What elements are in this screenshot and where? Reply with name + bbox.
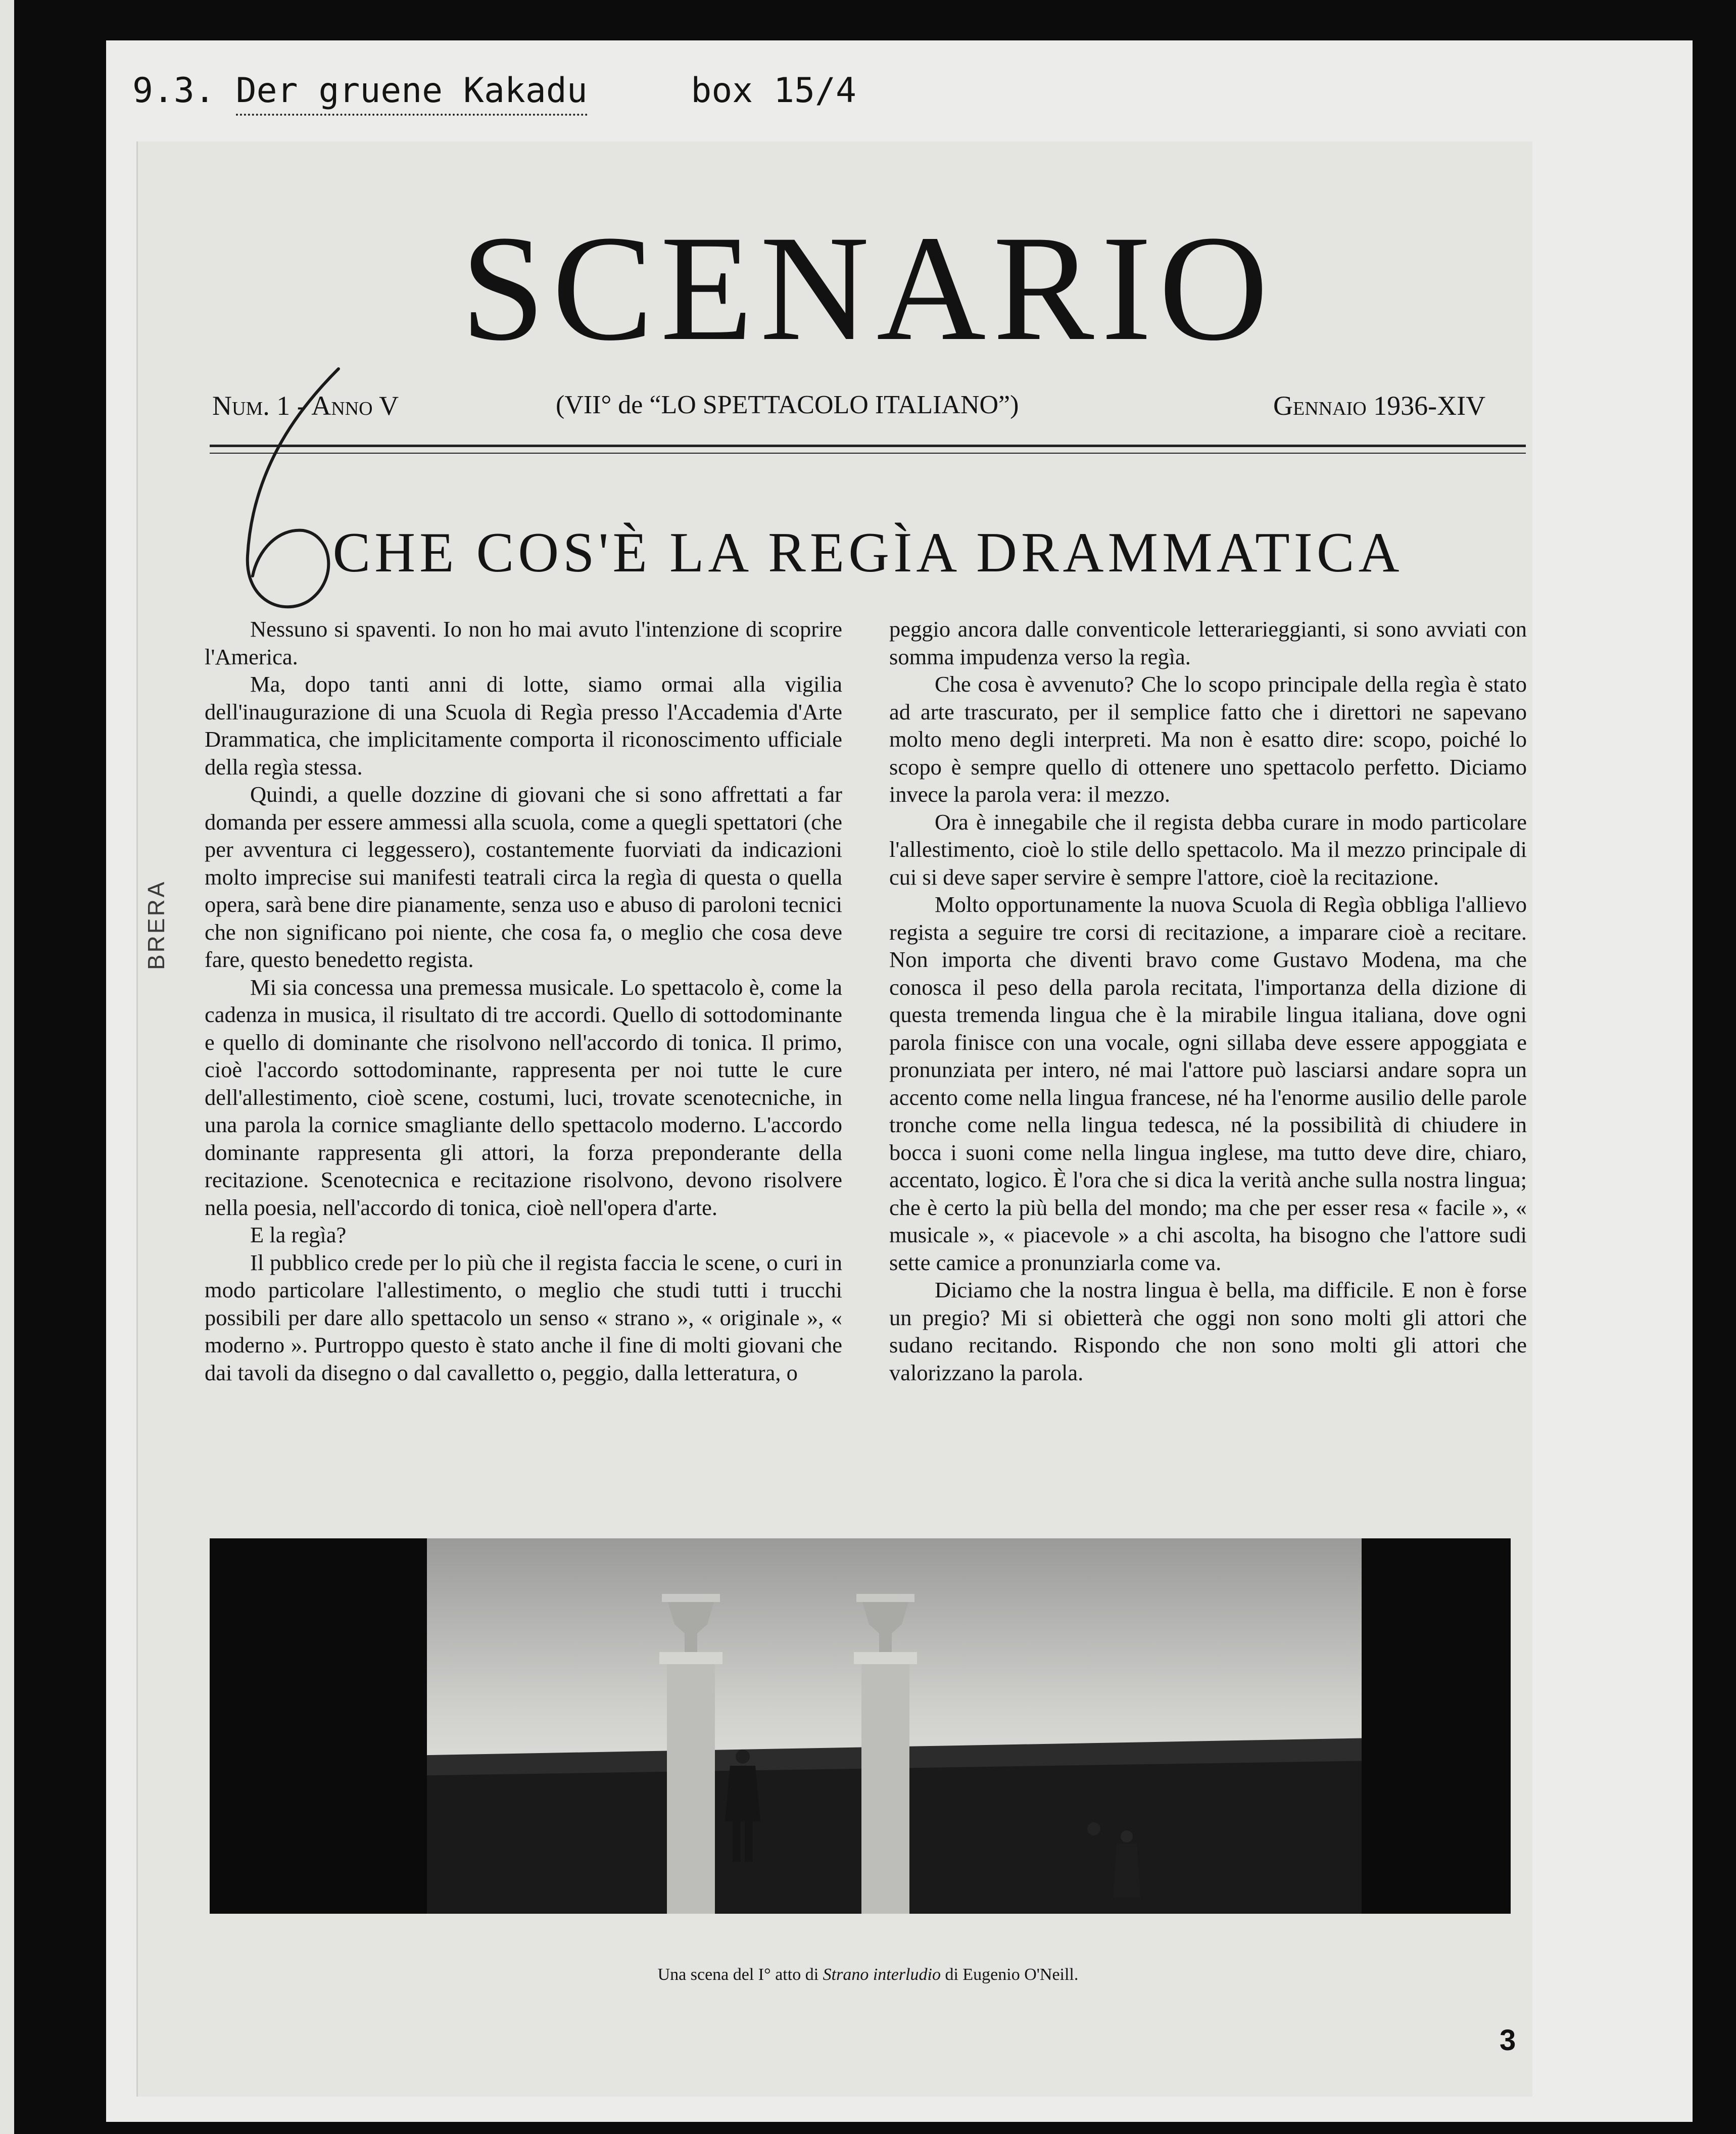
- label-title: Der gruene Kakadu: [236, 71, 588, 116]
- issue-date: Gennaio 1936-XIV: [1273, 391, 1486, 421]
- article-paragraph: Molto opportunamente la nuova Scuola di Regìa obbliga l'allievo regista a seguire tre corsi di recitazione, a imparare cioè a recitare. Non importa che diventi bravo come Gustavo Modena, ma che conosca il peso della parola recitata, l'importanza della dizione di questa tremenda lingua che è la mirabile lingua italiana, dove ogni parola finisce con una vocale, ogni sillaba deve essere appoggiata e pronunziata per intero, né mai l'attore può lasciarsi andare sopra un accento come nella lingua francese, né ha l'enorme ausilio delle parole tronche come nella lingua tedesca, né la possibilità di chiudere in bocca i suoni come nella lingua inglese, ma tutto deve dire, chiaro, accentato, logico. È l'ora che si dica la verità anche sulla nostra lingua; che è certo la più bella del mondo; ma che per esser resa « facile », « musicale », « piacevole » a chi ascolta, ha bisogno che l'attore sudi sette camice a pronunziarla come va.: [889, 892, 1527, 1275]
- label-box: box 15/4: [691, 71, 856, 111]
- stage-scene-image: [210, 1538, 1511, 1914]
- article-paragraph: Che cosa è avvenuto? Che lo scopo principale della regìa è stato ad arte trascurato, per il semplice fatto che i direttori ne sapevano molto meno degli interpreti. Ma non è esatto dire: scopo, poiché lo scopo è sempre quello di ottenere uno spettacolo perfetto. Diciamo invece la parola vera: il mezzo.: [889, 671, 1527, 807]
- article-column-left: [205, 615, 842, 1386]
- library-stamp: BRERA: [143, 880, 169, 970]
- masthead-title: SCENARIO: [460, 204, 1276, 372]
- article-paragraph: Diciamo che la nostra lingua è bella, ma difficile. E non è forse un pregio? Mi si obietterà che oggi non sono molti gli attori che sudano recitando. Rispondo che non sono molti gli attori che valorizzano la parola.: [889, 1277, 1527, 1385]
- masthead-rule-top: [210, 445, 1526, 447]
- article-paragraph: Il pubblico crede per lo più che il regista faccia le scene, o curi in modo particolare l'allestimento, o meglio che studi tutti i trucchi possibili per dare allo spettacolo un senso « strano », « originale », « moderno ». Purtroppo questo è stato anche il fine di molti giovani che dai tavoli da disegno o dal cavalletto o, peggio, dalla letteratura, o: [205, 1249, 842, 1385]
- photo-caption: [0, 1965, 1736, 1984]
- article-paragraph: E la regìa?: [250, 1222, 347, 1247]
- article-column-right: [889, 615, 1527, 1386]
- article-headline: CHE COS'È LA REGÌA DRAMMATICA: [332, 521, 1404, 584]
- caption-play-title: Strano interludio: [823, 1965, 941, 1984]
- issue-number: Num. 1 - Anno V: [212, 391, 399, 421]
- label-number: 9.3.: [132, 71, 215, 111]
- caption-text-before: Una scena del I° atto di: [657, 1965, 823, 1984]
- masthead-rule-bottom: [210, 453, 1526, 454]
- caption-text-after: di Eugenio O'Neill.: [940, 1965, 1079, 1984]
- issue-subtitle: (VII° de “LO SPETTACOLO ITALIANO”): [556, 391, 1019, 419]
- stage-photo: [210, 1538, 1511, 1914]
- archive-label: [132, 71, 856, 111]
- article-paragraph: Quindi, a quelle dozzine di giovani che si sono affrettati a far domanda per essere ammessi alla scuola, come a quegli spettatori (che per avventura ci leggessero), costantemente fuorviati da indicazioni molto imprecise sui manifesti teatrali circa la regìa di questa o quella opera, sarà bene dire pianamente, senza uso e abuso di paroloni tecnici che non significano poi niente, che cosa fa, o meglio che cosa deve fare, questo benedetto regista.: [205, 782, 842, 972]
- article-paragraph: peggio ancora dalle conventicole letterarieggianti, si sono avviati con somma impudenza verso la regìa.: [889, 616, 1527, 669]
- handwritten-mark-stroke: [222, 364, 384, 626]
- article-paragraph: Ora è innegabile che il regista debba curare in modo particolare l'allestimento, cioè lo stile dello spettacolo. Ma il mezzo principale di cui si deve saper servire è sempre l'attore, cioè la recitazione.: [889, 809, 1527, 890]
- handwritten-mark: [222, 364, 384, 629]
- page-number: 3: [1500, 2024, 1516, 2057]
- article-paragraph: Ma, dopo tanti anni di lotte, siamo ormai alla vigilia dell'inaugurazione di una Scuola di Regìa presso l'Accademia d'Arte Drammatica, che implicitamente comporta il riconoscimento ufficiale della regìa stessa.: [205, 671, 842, 780]
- article-paragraph: Nessuno si spaventi. Io non ho mai avuto l'intenzione di scoprire l'America.: [205, 616, 842, 669]
- article-paragraph: Mi sia concessa una premessa musicale. Lo spettacolo è, come la cadenza in musica, il risultato di tre accordi. Quello di sottodominante e quello di dominante che risolvono nell'accordo di tonica. Il primo, cioè l'accordo sottodominante, rappresenta per noi tutte le cure dell'allestimento, cioè scene, costumi, luci, trovate scenotecniche, in una parola la cornice smagliante dello spettacolo moderno. L'accordo dominante rappresenta gli attori, la forza preponderante della recitazione. Scenotecnica e recitazione risolvono, devono risolvere nella poesia, nell'accordo di tonica, cioè nell'opera d'arte.: [205, 974, 842, 1220]
